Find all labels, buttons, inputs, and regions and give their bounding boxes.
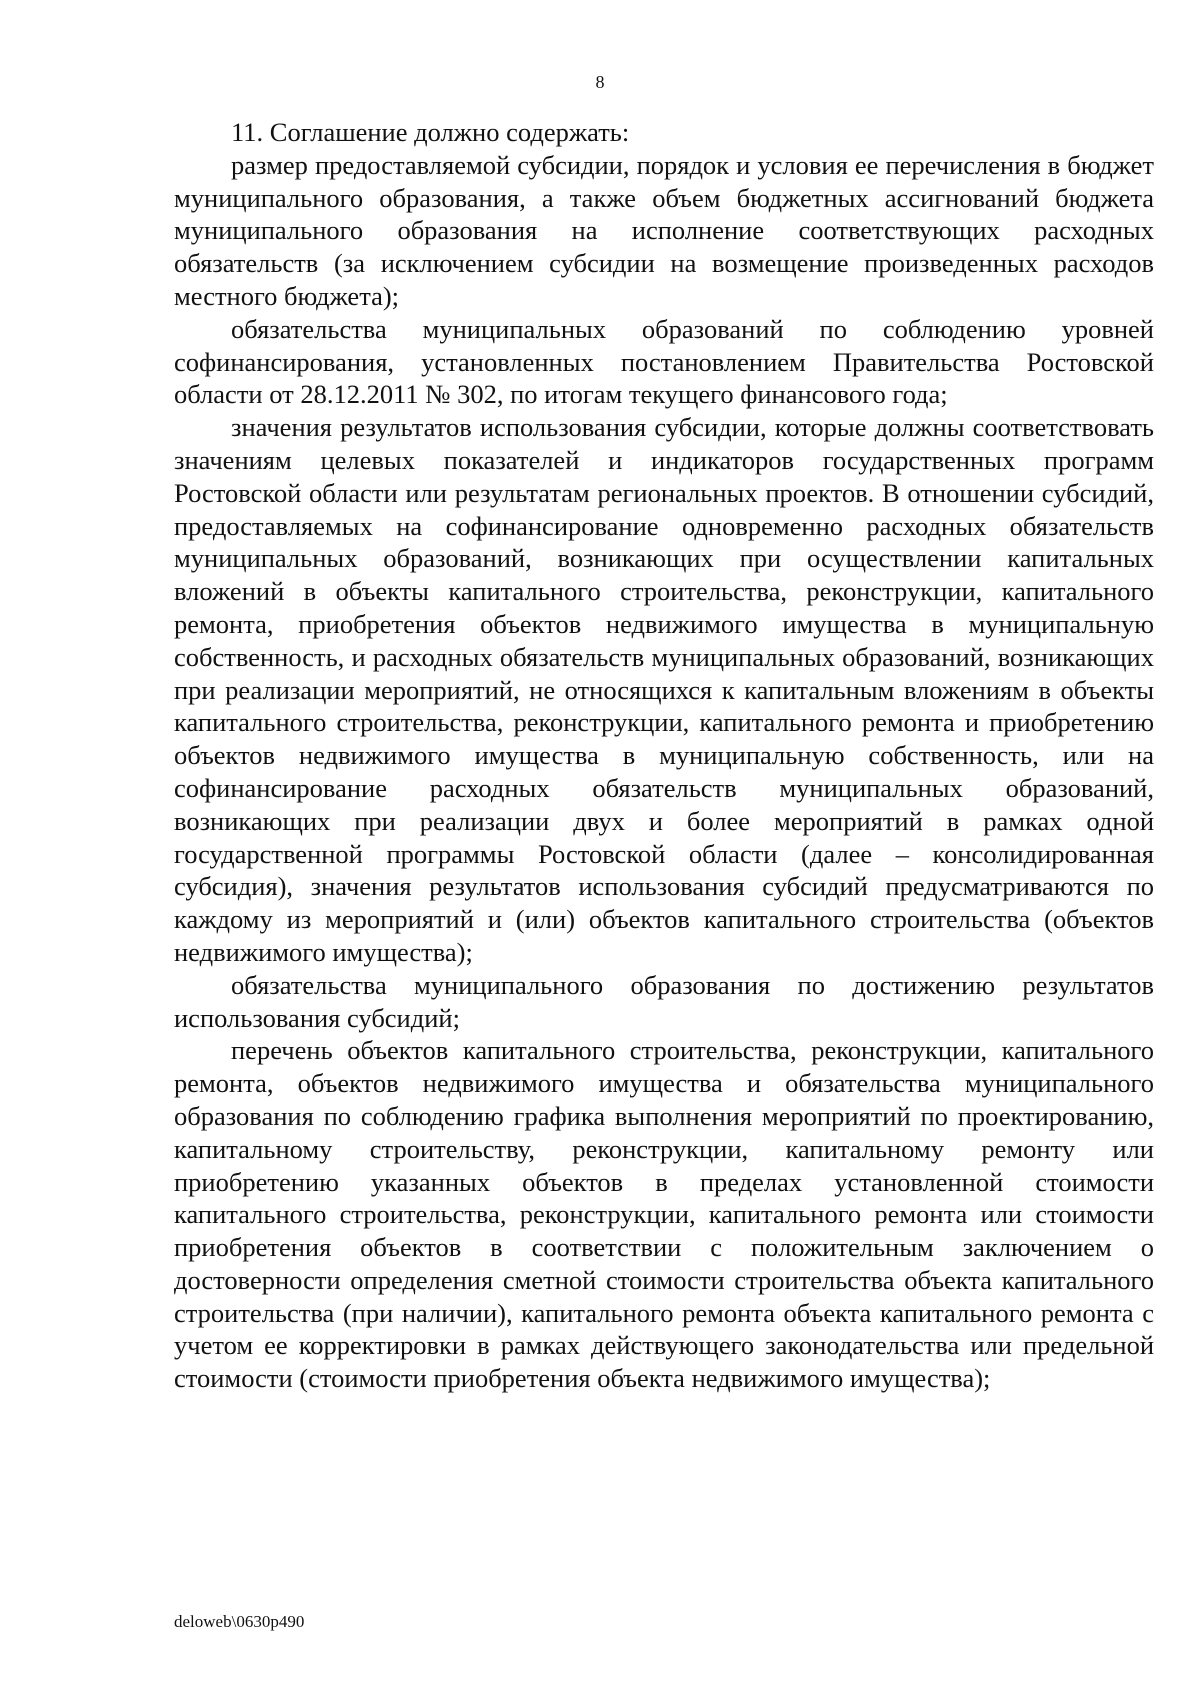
document-body [174,116,1154,1395]
page-number: 8 [595,72,605,92]
paragraph-cofinancing-obligations: обязательства муниципальных образований по соблюдению уровней софинансирования, установленных постановлением Правительства Ростовской области от 28.12.2011 № 302, по итогам текущего финансового года; [174,313,1154,410]
paragraph-result-values: значения результатов использования субсидии, которые должны соответствовать значениям целевых показателей и индикаторов государственных программ Ростовской области или результатам региональных проектов. В отношении субсидий, предоставляемых на софинансирование одновременно расходных обязательств муниципальных образований, возникающих при осуществлении капитальных вложений в объекты капитального строительства, реконструкции, капитального ремонта, приобретения объектов недвижимого имущества в муниципальную собственность, и расходных обязательств муниципальных образований, возникающих при реализации мероприятий, не относящихся к капитальным вложениям в объекты капитального строительства, реконструкции, капитального ремонта и приобретению объектов недвижимого имущества в муниципальную собственность, или на софинансирование расходных обязательств муниципальных образований, возникающих при реализации двух и более мероприятий в рамках одной государственной программы Ростовской области (далее – консолидированная субсидия), значения результатов использования субсидий предусматриваются по каждому из мероприятий и (или) объектов капитального строительства (объектов недвижимого имущества); [174,412,1154,967]
paragraph-objects-list: перечень объектов капитального строительства, реконструкции, капитального ремонта, объектов недвижимого имущества и обязательства муниципального образования по соблюдению графика выполнения мероприятий по проектированию, капитальному строительству, реконструкции, капитальному ремонту или приобретению указанных объектов в пределах установленной стоимости капитального строительства, реконструкции, капитального ремонта или стоимости приобретения объектов в соответствии с положительным заключением о достоверности определения сметной стоимости строительства объекта капитального строительства (при наличии), капитального ремонта объекта капитального ремонта с учетом ее корректировки в рамках действующего законодательства или предельной стоимости (стоимости приобретения объекта недвижимого имущества); [174,1035,1154,1394]
document-footer-code: deloweb\0630p490 [174,1612,305,1631]
paragraph-agreement-heading: 11. Соглашение должно содержать: [231,117,630,147]
paragraph-achievement-obligations: обязательства муниципального образования по достижению результатов использования субсидий; [174,969,1154,1033]
paragraph-subsidy-amount: размер предоставляемой субсидии, порядок и условия ее перечисления в бюджет муниципального образования, а также объем бюджетных ассигнований бюджета муниципального образования на исполнение соответствующих расходных обязательств (за исключением субсидии на возмещение произведенных расходов местного бюджета); [174,149,1154,311]
